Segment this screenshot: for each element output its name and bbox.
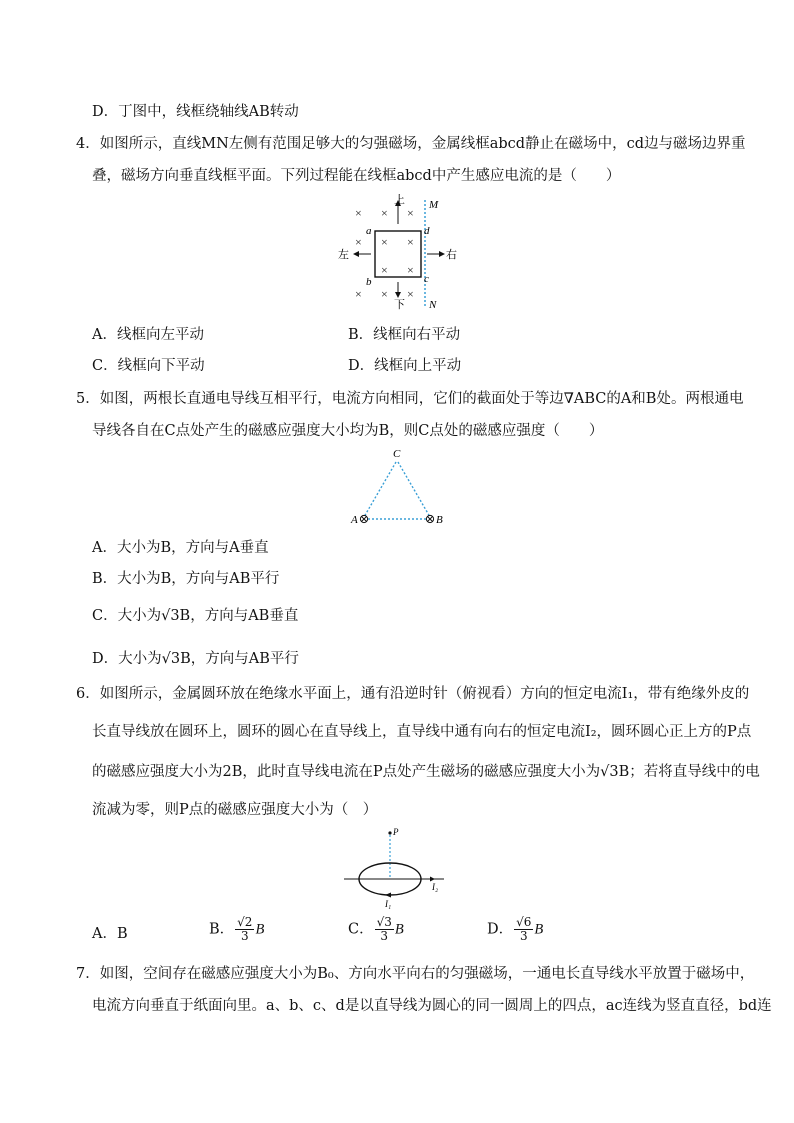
label-a: a bbox=[366, 225, 372, 237]
q4-stem-line1: 4．如图所示，直线MN左侧有范围足够大的匀强磁场，金属线框abcd静止在磁场中，cd边与磁场边界重 bbox=[76, 136, 746, 152]
svg-text:×: × bbox=[381, 287, 388, 301]
label-p: P bbox=[393, 827, 399, 837]
svg-text:×: × bbox=[407, 235, 414, 249]
q4-option-a: A．线框向左平动 bbox=[92, 327, 204, 343]
svg-text:×: × bbox=[381, 263, 388, 277]
label-c: c bbox=[424, 273, 429, 285]
q4-option-b: B．线框向右平动 bbox=[348, 327, 461, 343]
label-i2: I₂ bbox=[432, 882, 439, 892]
q6-stem-line2: 长直导线放在圆环上，圆环的圆心在直导线上，直导线中通有向右的恒定电流I₂，圆环圆心正上方的P点 bbox=[92, 724, 752, 740]
q5-stem-line1: 5．如图，两根长直通电导线互相平行，电流方向相同，它们的截面处于等边∇ABC的A和B处。两根通电 bbox=[76, 391, 744, 407]
label-m: M bbox=[429, 199, 439, 211]
label-b: B bbox=[436, 514, 443, 526]
q5-option-d: D．大小为√3B，方向与AB平行 bbox=[92, 651, 299, 667]
label-left: 左 bbox=[338, 249, 349, 261]
side-ca bbox=[364, 462, 396, 517]
q7-stem-line2: 电流方向垂直于纸面向里。a、b、c、d是以直导线为圆心的同一圆周上的四点，ac连线为竖直直径，bd连 bbox=[92, 998, 772, 1014]
q6-option-b: B． $\frac{√2}{3}$ B bbox=[209, 915, 265, 943]
side-cb bbox=[398, 462, 430, 517]
q7-stem-line1: 7．如图，空间存在磁感应强度大小为B₀、方向水平向右的匀强磁场，一通电长直导线水平放置于磁场中， bbox=[76, 966, 755, 982]
current-i2-arrow-icon bbox=[430, 877, 435, 882]
svg-text:×: × bbox=[381, 206, 388, 220]
q6-option-a: A．B bbox=[92, 926, 128, 942]
svg-text:×: × bbox=[355, 206, 362, 220]
q5-option-c: C．大小为√3B，方向与AB垂直 bbox=[92, 608, 299, 624]
q6-figure bbox=[340, 826, 460, 910]
q6-stem-line1: 6．如图所示，金属圆环放在绝缘水平面上，通有沿逆时针（俯视看）方向的恒定电流I₁，带有绝缘外皮的 bbox=[76, 686, 750, 702]
q4-stem-line2: 叠，磁场方向垂直线框平面。下列过程能在线框abcd中产生感应电流的是（ ） bbox=[92, 168, 621, 184]
q4-option-d: D．线框向上平动 bbox=[348, 358, 462, 374]
q6-stem-line3: 的磁感应强度大小为2B，此时直导线电流在P点处产生磁场的磁感应强度大小为√3B；若将直导线中的电 bbox=[92, 764, 760, 780]
q4-option-c: C．线框向下平动 bbox=[92, 358, 205, 374]
q6-option-d: D． $\frac{√6}{3}$ B bbox=[487, 915, 544, 943]
svg-text:×: × bbox=[355, 235, 362, 249]
label-down: 下 bbox=[394, 299, 405, 311]
label-b: b bbox=[366, 276, 372, 288]
q5-option-a: A．大小为B，方向与A垂直 bbox=[92, 540, 269, 556]
label-a: A bbox=[351, 514, 358, 526]
current-i1-arrow-icon bbox=[385, 893, 391, 898]
q3-option-d: D．丁图中，线框绕轴线AB转动 bbox=[92, 104, 299, 120]
svg-text:×: × bbox=[381, 235, 388, 249]
svg-text:×: × bbox=[355, 287, 362, 301]
label-c: C bbox=[393, 448, 401, 460]
q5-figure bbox=[345, 444, 455, 530]
label-d: d bbox=[424, 225, 430, 237]
q4-figure bbox=[335, 194, 465, 312]
label-right: 右 bbox=[446, 249, 457, 261]
q6-stem-line4: 流减为零，则P点的磁感应强度大小为（ ） bbox=[92, 802, 378, 818]
q6-option-c: C． $\frac{√3}{3}$ B bbox=[348, 915, 404, 943]
label-up: 上 bbox=[394, 194, 405, 206]
svg-text:×: × bbox=[407, 263, 414, 277]
label-n: N bbox=[429, 299, 437, 311]
svg-text:×: × bbox=[407, 206, 414, 220]
q5-stem-line2: 导线各自在C点处产生的磁感应强度大小均为B，则C点处的磁感应强度（ ） bbox=[92, 423, 604, 439]
point-p bbox=[388, 831, 391, 834]
label-i1: I₁ bbox=[385, 899, 392, 909]
svg-text:×: × bbox=[407, 287, 414, 301]
q5-option-b: B．大小为B，方向与AB平行 bbox=[92, 571, 280, 587]
